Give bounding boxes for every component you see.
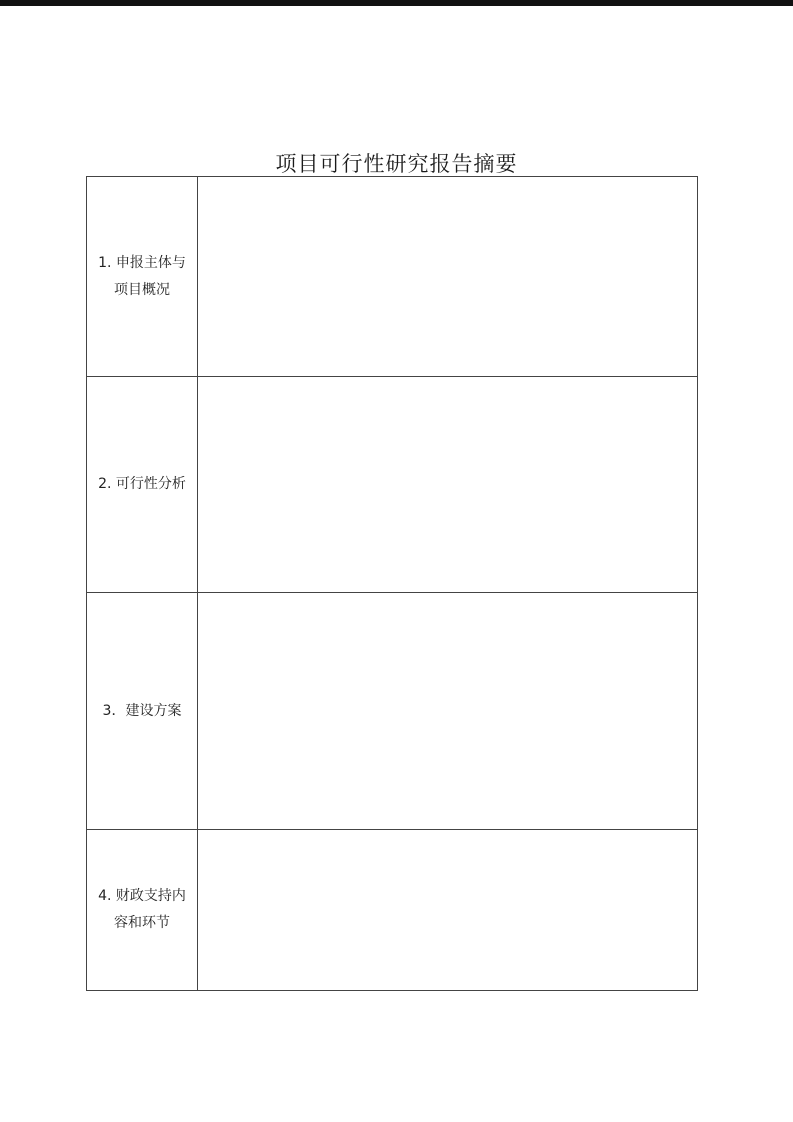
summary-form-table [86,176,698,991]
content-cell-fiscal-support[interactable] [198,830,698,991]
table-row-fiscal-support [87,830,698,991]
table-row-feasibility [87,377,698,593]
table-row-project-overview [87,177,698,377]
label-cell-fiscal-support [87,830,198,991]
content-cell-project-overview[interactable] [198,177,698,377]
label-fiscal-support-line1: 4. 财政支持内 [98,888,186,904]
label-fiscal-support-line2: 容和环节 [114,915,170,931]
label-feasibility-line1: 2. 可行性分析 [98,476,186,492]
label-project-overview-line1: 1. 申报主体与 [98,254,186,271]
content-cell-construction-plan[interactable] [198,593,698,830]
label-cell-project-overview [87,177,198,377]
label-cell-feasibility [87,377,198,593]
table-row-construction-plan [87,593,698,830]
label-cell-construction-plan [87,593,198,830]
document-title: 项目可行性研究报告摘要 [275,152,518,176]
content-cell-feasibility[interactable] [198,377,698,593]
label-project-overview-line2: 项目概况 [114,281,170,298]
scan-top-edge [0,0,793,6]
label-construction-plan-line1: 3．建设方案 [102,702,182,719]
